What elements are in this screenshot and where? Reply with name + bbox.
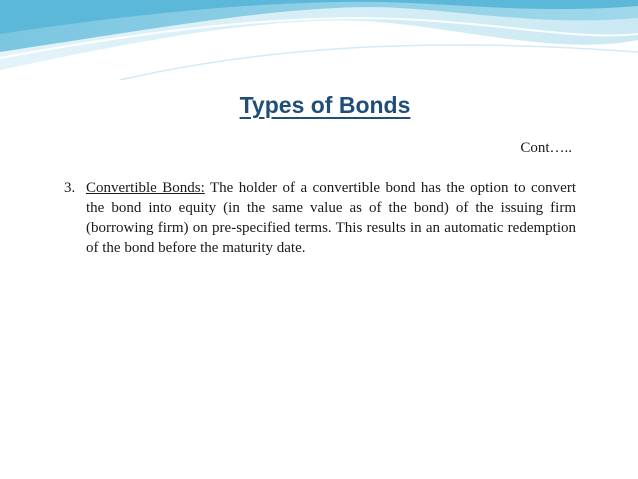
list-item-term: Convertible Bonds: — [86, 180, 205, 196]
continuation-label: Cont….. — [520, 140, 572, 156]
wave-header-decoration — [0, 0, 638, 80]
list-item-number: 3. — [64, 180, 76, 196]
slide-title: Types of Bonds — [239, 92, 411, 118]
list-item — [64, 178, 576, 258]
list-item-body — [86, 178, 576, 258]
list-item-text: The holder of a convertible bond has the option to convert the bond into equity (in the same value as of the bond) of the issuing firm (borrowing firm) on pre-specified terms. This results in an automatic redemption of the bond before the maturity date. — [86, 180, 577, 256]
